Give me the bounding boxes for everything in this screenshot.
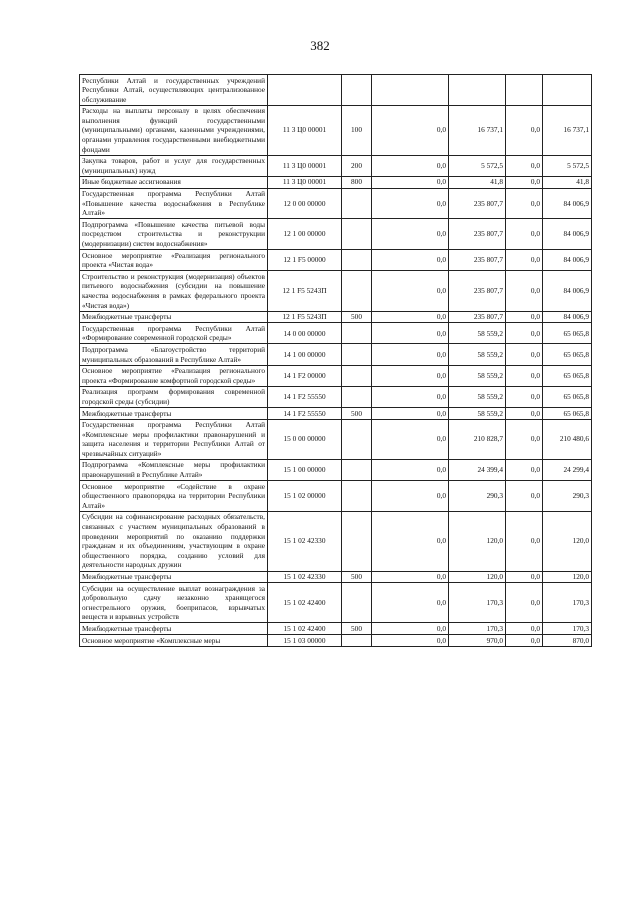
row-code-cell: 15 1 02 42400 <box>268 583 342 623</box>
row-name-cell: Основное мероприятие «Содействие в охране общественного правопорядка на территории Республики Алтай» <box>80 481 268 512</box>
row-value2-cell: 970,0 <box>449 635 506 647</box>
row-value3-cell: 0,0 <box>506 511 543 571</box>
table-row <box>80 250 592 271</box>
row-value3-cell: 0,0 <box>506 408 543 420</box>
row-type-cell <box>342 219 372 250</box>
row-value1-cell: 0,0 <box>372 176 449 188</box>
row-name-cell: Субсидии на осуществление выплат вознаграждения за добровольную сдачу незаконно хранящегося огнестрельного оружия, боеприпасов, взрывчатых веществ и взрывных устройств <box>80 583 268 623</box>
row-name-cell: Республики Алтай и государственных учреждений Республики Алтай, осуществляющих централизованное обслуживание <box>80 75 268 106</box>
table-row <box>80 271 592 311</box>
row-type-cell <box>342 583 372 623</box>
table-row <box>80 311 592 323</box>
row-value4-cell: 84 006,9 <box>543 271 592 311</box>
row-value1-cell: 0,0 <box>372 408 449 420</box>
row-type-cell <box>342 250 372 271</box>
row-type-cell: 200 <box>342 155 372 176</box>
row-value2-cell: 58 559,2 <box>449 365 506 386</box>
table-row <box>80 571 592 583</box>
row-code-cell: 14 0 00 00000 <box>268 323 342 344</box>
row-name-cell: Закупка товаров, работ и услуг для государственных (муниципальных) нужд <box>80 155 268 176</box>
row-value3-cell: 0,0 <box>506 323 543 344</box>
row-value1-cell: 0,0 <box>372 365 449 386</box>
row-type-cell <box>342 386 372 407</box>
row-value2-cell: 170,3 <box>449 583 506 623</box>
row-name-cell: Подпрограмма «Повышение качества питьевой воды посредством строительства и реконструкции (модернизации) систем водоснабжения» <box>80 219 268 250</box>
row-type-cell <box>342 419 372 459</box>
row-value2-cell <box>449 75 506 106</box>
row-value3-cell: 0,0 <box>506 188 543 219</box>
row-value4-cell: 65 065,8 <box>543 344 592 365</box>
row-value4-cell: 65 065,8 <box>543 323 592 344</box>
row-value4-cell: 5 572,5 <box>543 155 592 176</box>
row-code-cell: 14 1 F2 00000 <box>268 365 342 386</box>
row-code-cell: 15 1 02 42400 <box>268 623 342 635</box>
row-code-cell: 15 1 02 00000 <box>268 481 342 512</box>
row-code-cell: 12 1 F5 5243П <box>268 311 342 323</box>
row-value1-cell: 0,0 <box>372 481 449 512</box>
row-value3-cell: 0,0 <box>506 344 543 365</box>
row-value1-cell: 0,0 <box>372 511 449 571</box>
row-value4-cell: 84 006,9 <box>543 250 592 271</box>
row-code-cell: 12 1 F5 00000 <box>268 250 342 271</box>
row-value3-cell: 0,0 <box>506 386 543 407</box>
row-value3-cell: 0,0 <box>506 459 543 480</box>
row-value1-cell: 0,0 <box>372 250 449 271</box>
row-value2-cell: 170,3 <box>449 623 506 635</box>
row-name-cell: Подпрограмма «Комплексные меры профилактики правонарушений в Республике Алтай» <box>80 459 268 480</box>
row-value3-cell: 0,0 <box>506 365 543 386</box>
row-value4-cell: 170,3 <box>543 583 592 623</box>
row-value2-cell: 58 559,2 <box>449 386 506 407</box>
row-code-cell <box>268 75 342 106</box>
row-value4-cell: 16 737,1 <box>543 105 592 155</box>
row-code-cell: 11 3 Ц0 00001 <box>268 105 342 155</box>
row-name-cell: Основное мероприятие «Реализация регионального проекта «Чистая вода» <box>80 250 268 271</box>
row-type-cell <box>342 365 372 386</box>
table-row <box>80 583 592 623</box>
row-value3-cell: 0,0 <box>506 219 543 250</box>
row-code-cell: 15 1 00 00000 <box>268 459 342 480</box>
table-row <box>80 408 592 420</box>
table-row <box>80 188 592 219</box>
budget-table-body <box>80 75 592 647</box>
row-value2-cell: 16 737,1 <box>449 105 506 155</box>
table-row <box>80 365 592 386</box>
row-type-cell <box>342 323 372 344</box>
row-code-cell: 12 0 00 00000 <box>268 188 342 219</box>
row-value1-cell: 0,0 <box>372 188 449 219</box>
row-value2-cell: 24 399,4 <box>449 459 506 480</box>
table-row <box>80 155 592 176</box>
row-value1-cell: 0,0 <box>372 323 449 344</box>
row-value2-cell: 58 559,2 <box>449 408 506 420</box>
row-value3-cell <box>506 75 543 106</box>
row-name-cell: Основное мероприятие «Комплексные меры <box>80 635 268 647</box>
row-value1-cell: 0,0 <box>372 419 449 459</box>
row-type-cell: 500 <box>342 311 372 323</box>
row-name-cell: Государственная программа Республики Алтай «Повышение качества водоснабжения в Республике Алтай» <box>80 188 268 219</box>
row-value3-cell: 0,0 <box>506 155 543 176</box>
table-row <box>80 623 592 635</box>
row-value3-cell: 0,0 <box>506 419 543 459</box>
row-value2-cell: 290,3 <box>449 481 506 512</box>
row-value4-cell: 84 006,9 <box>543 219 592 250</box>
row-value4-cell: 65 065,8 <box>543 408 592 420</box>
row-value3-cell: 0,0 <box>506 481 543 512</box>
row-value4-cell <box>543 75 592 106</box>
table-row <box>80 344 592 365</box>
row-value2-cell: 235 807,7 <box>449 250 506 271</box>
row-value4-cell: 65 065,8 <box>543 365 592 386</box>
row-value2-cell: 120,0 <box>449 511 506 571</box>
row-code-cell: 15 0 00 00000 <box>268 419 342 459</box>
row-value2-cell: 58 559,2 <box>449 323 506 344</box>
table-row <box>80 459 592 480</box>
row-name-cell: Строительство и реконструкция (модернизация) объектов питьевого водоснабжения (субсидии на повышение качества водоснабжения в рамках федерального проекта «Чистая вода») <box>80 271 268 311</box>
row-value4-cell: 84 006,9 <box>543 311 592 323</box>
row-type-cell <box>342 459 372 480</box>
row-code-cell: 15 1 02 42330 <box>268 571 342 583</box>
row-type-cell: 100 <box>342 105 372 155</box>
row-value4-cell: 65 065,8 <box>543 386 592 407</box>
table-row <box>80 323 592 344</box>
row-value3-cell: 0,0 <box>506 311 543 323</box>
row-value2-cell: 235 807,7 <box>449 219 506 250</box>
row-value3-cell: 0,0 <box>506 271 543 311</box>
row-value2-cell: 120,0 <box>449 571 506 583</box>
row-value3-cell: 0,0 <box>506 105 543 155</box>
row-value1-cell: 0,0 <box>372 635 449 647</box>
row-code-cell: 14 1 F2 55550 <box>268 386 342 407</box>
row-value2-cell: 235 807,7 <box>449 188 506 219</box>
row-value2-cell: 235 807,7 <box>449 271 506 311</box>
row-name-cell: Реализация программ формирования современной городской среды (субсидии) <box>80 386 268 407</box>
table-row <box>80 386 592 407</box>
row-name-cell: Субсидии на софинансирование расходных обязательств, связанных с участием муниципальных образований в проведении мероприятий по оказанию поддержки гражданам и их объединениям, участвующим в охране общественного порядка, созданию условий для деятельности народных дружин <box>80 511 268 571</box>
row-code-cell: 12 1 F5 5243П <box>268 271 342 311</box>
row-name-cell: Основное мероприятие «Реализация регионального проекта «Формирование комфортной городской среды» <box>80 365 268 386</box>
row-value2-cell: 41,8 <box>449 176 506 188</box>
row-value4-cell: 210 480,6 <box>543 419 592 459</box>
row-name-cell: Государственная программа Республики Алтай «Комплексные меры профилактики правонарушений и защита населения и территории Республики Алтай от чрезвычайных ситуаций» <box>80 419 268 459</box>
row-name-cell: Расходы на выплаты персоналу в целях обеспечения выполнения функций государственными (муниципальными) органами, казенными учреждениями, органами управления государственными внебюджетными фондами <box>80 105 268 155</box>
row-value1-cell: 0,0 <box>372 386 449 407</box>
row-name-cell: Межбюджетные трансферты <box>80 408 268 420</box>
row-value3-cell: 0,0 <box>506 176 543 188</box>
row-code-cell: 12 1 00 00000 <box>268 219 342 250</box>
row-value4-cell: 41,8 <box>543 176 592 188</box>
row-value1-cell: 0,0 <box>372 623 449 635</box>
row-value2-cell: 58 559,2 <box>449 344 506 365</box>
row-name-cell: Межбюджетные трансферты <box>80 623 268 635</box>
table-row <box>80 419 592 459</box>
row-type-cell <box>342 271 372 311</box>
row-type-cell <box>342 511 372 571</box>
row-code-cell: 14 1 00 00000 <box>268 344 342 365</box>
row-value2-cell: 210 828,7 <box>449 419 506 459</box>
budget-table <box>79 74 592 647</box>
row-value4-cell: 120,0 <box>543 571 592 583</box>
row-value3-cell: 0,0 <box>506 623 543 635</box>
row-value2-cell: 5 572,5 <box>449 155 506 176</box>
row-value4-cell: 24 299,4 <box>543 459 592 480</box>
row-value3-cell: 0,0 <box>506 635 543 647</box>
row-type-cell: 800 <box>342 176 372 188</box>
row-type-cell <box>342 75 372 106</box>
row-type-cell: 500 <box>342 571 372 583</box>
table-row <box>80 176 592 188</box>
row-value3-cell: 0,0 <box>506 250 543 271</box>
row-code-cell: 15 1 03 00000 <box>268 635 342 647</box>
row-value1-cell <box>372 75 449 106</box>
row-value4-cell: 290,3 <box>543 481 592 512</box>
row-type-cell <box>342 344 372 365</box>
row-value1-cell: 0,0 <box>372 219 449 250</box>
row-value4-cell: 120,0 <box>543 511 592 571</box>
page-number: 382 <box>310 38 330 53</box>
row-value4-cell: 170,3 <box>543 623 592 635</box>
table-row <box>80 481 592 512</box>
table-row <box>80 635 592 647</box>
row-code-cell: 11 3 Ц0 00001 <box>268 176 342 188</box>
row-name-cell: Иные бюджетные ассигнования <box>80 176 268 188</box>
row-name-cell: Межбюджетные трансферты <box>80 571 268 583</box>
row-value1-cell: 0,0 <box>372 105 449 155</box>
row-code-cell: 15 1 02 42330 <box>268 511 342 571</box>
row-value1-cell: 0,0 <box>372 459 449 480</box>
row-name-cell: Межбюджетные трансферты <box>80 311 268 323</box>
row-type-cell: 500 <box>342 408 372 420</box>
row-value1-cell: 0,0 <box>372 155 449 176</box>
table-row <box>80 75 592 106</box>
row-type-cell: 500 <box>342 623 372 635</box>
row-value1-cell: 0,0 <box>372 571 449 583</box>
row-value4-cell: 84 006,9 <box>543 188 592 219</box>
row-type-cell <box>342 635 372 647</box>
table-row <box>80 105 592 155</box>
row-name-cell: Государственная программа Республики Алтай «Формирование современной городской среды» <box>80 323 268 344</box>
row-type-cell <box>342 188 372 219</box>
row-value3-cell: 0,0 <box>506 583 543 623</box>
table-row <box>80 511 592 571</box>
table-row <box>80 219 592 250</box>
row-code-cell: 11 3 Ц0 00001 <box>268 155 342 176</box>
row-value1-cell: 0,0 <box>372 271 449 311</box>
row-value1-cell: 0,0 <box>372 311 449 323</box>
row-value1-cell: 0,0 <box>372 344 449 365</box>
row-value3-cell: 0,0 <box>506 571 543 583</box>
row-name-cell: Подпрограмма «Благоустройство территорий муниципальных образований в Республике Алтай» <box>80 344 268 365</box>
row-code-cell: 14 1 F2 55550 <box>268 408 342 420</box>
row-value2-cell: 235 807,7 <box>449 311 506 323</box>
row-type-cell <box>342 481 372 512</box>
row-value4-cell: 870,0 <box>543 635 592 647</box>
row-value1-cell: 0,0 <box>372 583 449 623</box>
